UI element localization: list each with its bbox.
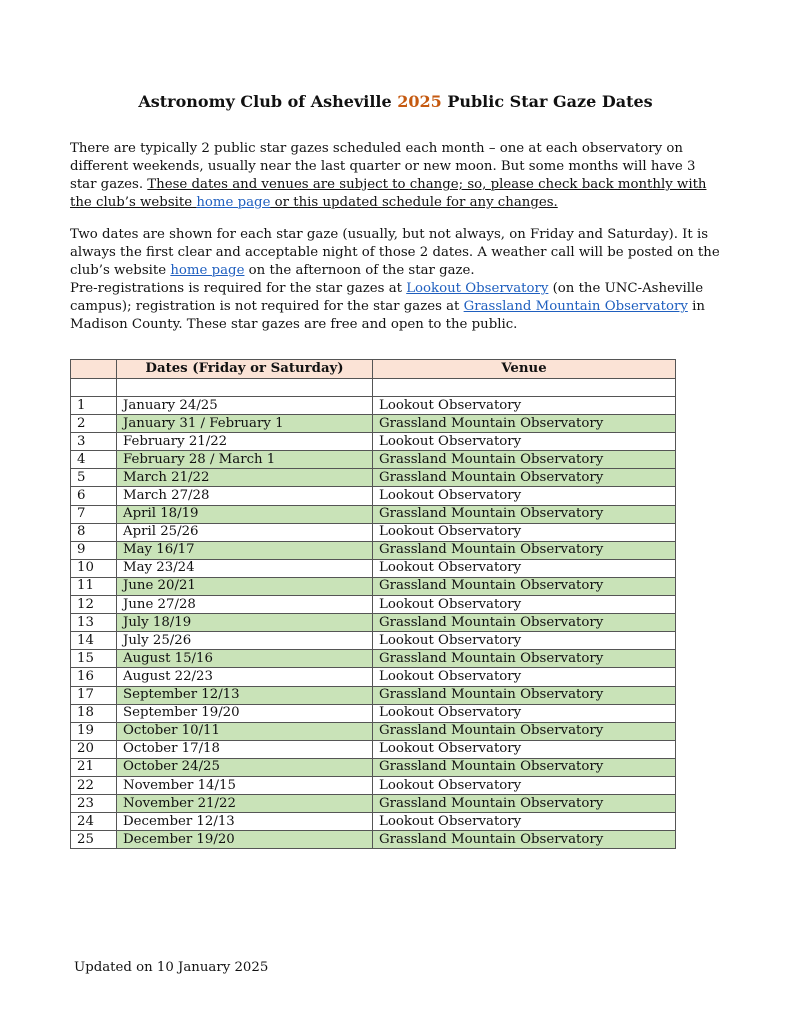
row-venue: Lookout Observatory — [373, 776, 676, 794]
row-number: 2 — [71, 415, 117, 433]
row-number: 17 — [71, 686, 117, 704]
row-number: 14 — [71, 632, 117, 650]
row-venue: Grassland Mountain Observatory — [373, 451, 676, 469]
table-body — [71, 379, 676, 849]
row-dates: May 23/24 — [117, 559, 373, 577]
table-row — [71, 415, 676, 433]
table-row — [71, 559, 676, 577]
table-row — [71, 487, 676, 505]
table-row — [71, 451, 676, 469]
table-row — [71, 577, 676, 595]
row-number: 4 — [71, 451, 117, 469]
row-dates: January 24/25 — [117, 397, 373, 415]
table-row — [71, 758, 676, 776]
row-dates: May 16/17 — [117, 541, 373, 559]
table-row — [71, 397, 676, 415]
row-venue: Lookout Observatory — [373, 397, 676, 415]
row-dates: March 21/22 — [117, 469, 373, 487]
table-row — [71, 831, 676, 849]
table-row — [71, 433, 676, 451]
table-row — [71, 686, 676, 704]
row-venue: Lookout Observatory — [373, 813, 676, 831]
row-dates: September 19/20 — [117, 704, 373, 722]
table-row — [71, 740, 676, 758]
row-number: 11 — [71, 577, 117, 595]
table-row — [71, 596, 676, 614]
row-dates: June 20/21 — [117, 577, 373, 595]
row-number: 16 — [71, 668, 117, 686]
row-number: 6 — [71, 487, 117, 505]
row-number: 23 — [71, 795, 117, 813]
lookout-observatory-link[interactable]: Lookout Observatory — [406, 281, 549, 296]
row-number: 21 — [71, 758, 117, 776]
details-text-2: on the afternoon of the star gaze. — [244, 263, 475, 278]
row-number: 9 — [71, 541, 117, 559]
row-dates: October 24/25 — [117, 758, 373, 776]
row-venue: Grassland Mountain Observatory — [373, 758, 676, 776]
row-number: 19 — [71, 722, 117, 740]
row-venue: Lookout Observatory — [373, 559, 676, 577]
row-number: 18 — [71, 704, 117, 722]
table-row — [71, 776, 676, 794]
details-paragraph — [70, 226, 722, 334]
row-number: 24 — [71, 813, 117, 831]
row-venue: Grassland Mountain Observatory — [373, 469, 676, 487]
row-venue: Grassland Mountain Observatory — [373, 722, 676, 740]
row-dates: August 22/23 — [117, 668, 373, 686]
row-dates: October 17/18 — [117, 740, 373, 758]
row-dates: April 25/26 — [117, 523, 373, 541]
row-venue: Grassland Mountain Observatory — [373, 577, 676, 595]
table-row — [71, 650, 676, 668]
details-text-1: Two dates are shown for each star gaze (usually, but not always, on Friday and Saturday). It is always the first clear and acceptable night of those 2 dates. A weather call will be posted on the club’s website — [70, 227, 720, 278]
blank-cell — [373, 379, 676, 397]
row-dates: October 10/11 — [117, 722, 373, 740]
row-venue: Lookout Observatory — [373, 596, 676, 614]
intro-paragraph — [70, 140, 722, 212]
row-venue: Grassland Mountain Observatory — [373, 831, 676, 849]
row-number: 7 — [71, 505, 117, 523]
table-row — [71, 668, 676, 686]
row-number: 25 — [71, 831, 117, 849]
table-row — [71, 505, 676, 523]
row-venue: Lookout Observatory — [373, 487, 676, 505]
row-number: 12 — [71, 596, 117, 614]
table-row — [71, 813, 676, 831]
table-row — [71, 722, 676, 740]
row-dates: June 27/28 — [117, 596, 373, 614]
row-dates: November 21/22 — [117, 795, 373, 813]
row-number: 13 — [71, 614, 117, 632]
blank-cell — [117, 379, 373, 397]
table-row — [71, 523, 676, 541]
row-venue: Grassland Mountain Observatory — [373, 686, 676, 704]
row-dates: February 28 / March 1 — [117, 451, 373, 469]
row-dates: December 12/13 — [117, 813, 373, 831]
table-row — [71, 704, 676, 722]
table-row — [71, 795, 676, 813]
row-number: 5 — [71, 469, 117, 487]
intro-notice-tail: or this updated schedule for any changes. — [270, 195, 558, 210]
title-suffix: Public Star Gaze Dates — [441, 92, 653, 111]
row-venue: Grassland Mountain Observatory — [373, 505, 676, 523]
intro-notice-text: These dates and venues are subject to change; so, please check back monthly with the club’s website — [70, 177, 707, 210]
row-number: 10 — [71, 559, 117, 577]
table-header-row — [71, 360, 676, 379]
table-row — [71, 632, 676, 650]
row-venue: Lookout Observatory — [373, 632, 676, 650]
row-venue: Lookout Observatory — [373, 668, 676, 686]
row-venue: Grassland Mountain Observatory — [373, 415, 676, 433]
row-venue: Grassland Mountain Observatory — [373, 614, 676, 632]
row-number: 20 — [71, 740, 117, 758]
row-dates: February 21/22 — [117, 433, 373, 451]
row-dates: August 15/16 — [117, 650, 373, 668]
row-dates: April 18/19 — [117, 505, 373, 523]
row-number: 3 — [71, 433, 117, 451]
intro-text: There are typically 2 public star gazes scheduled each month – one at each observatory on different weekends, usually near the last quarter or new moon. But some months will have 3 star gazes. — [70, 141, 696, 192]
row-venue: Grassland Mountain Observatory — [373, 650, 676, 668]
table-row — [71, 541, 676, 559]
table-row — [71, 469, 676, 487]
row-venue: Grassland Mountain Observatory — [373, 541, 676, 559]
details-text-3: Pre-registrations is required for the star gazes at — [70, 281, 407, 296]
grassland-observatory-link[interactable]: Grassland Mountain Observatory — [463, 299, 688, 314]
schedule-table — [70, 359, 676, 849]
intro-notice — [70, 177, 706, 210]
home-page-link-2[interactable]: home page — [170, 263, 245, 278]
row-number: 22 — [71, 776, 117, 794]
row-number: 1 — [71, 397, 117, 415]
row-dates: November 14/15 — [117, 776, 373, 794]
row-venue: Grassland Mountain Observatory — [373, 795, 676, 813]
blank-cell — [71, 379, 117, 397]
row-dates: March 27/28 — [117, 487, 373, 505]
row-number: 15 — [71, 650, 117, 668]
row-dates: July 25/26 — [117, 632, 373, 650]
row-dates: January 31 / February 1 — [117, 415, 373, 433]
row-venue: Lookout Observatory — [373, 740, 676, 758]
table-row — [71, 614, 676, 632]
row-dates: July 18/19 — [117, 614, 373, 632]
table-blank-row — [71, 379, 676, 397]
details-text-5: in Madison County. These star gazes are free and open to the public. — [70, 299, 705, 332]
header-number — [71, 360, 117, 379]
row-venue: Lookout Observatory — [373, 704, 676, 722]
header-dates: Dates (Friday or Saturday) — [117, 360, 373, 379]
updated-note: Updated on 10 January 2025 — [74, 960, 269, 975]
page-title — [0, 92, 791, 111]
row-dates: December 19/20 — [117, 831, 373, 849]
row-dates: September 12/13 — [117, 686, 373, 704]
home-page-link[interactable]: home page — [196, 195, 271, 210]
title-prefix: Astronomy Club of Asheville — [138, 92, 398, 111]
row-number: 8 — [71, 523, 117, 541]
title-year: 2025 — [397, 92, 442, 111]
row-venue: Lookout Observatory — [373, 433, 676, 451]
row-venue: Lookout Observatory — [373, 523, 676, 541]
details-text-4: (on the UNC-Asheville campus); registration is not required for the star gazes at — [70, 281, 704, 314]
header-venue: Venue — [373, 360, 676, 379]
